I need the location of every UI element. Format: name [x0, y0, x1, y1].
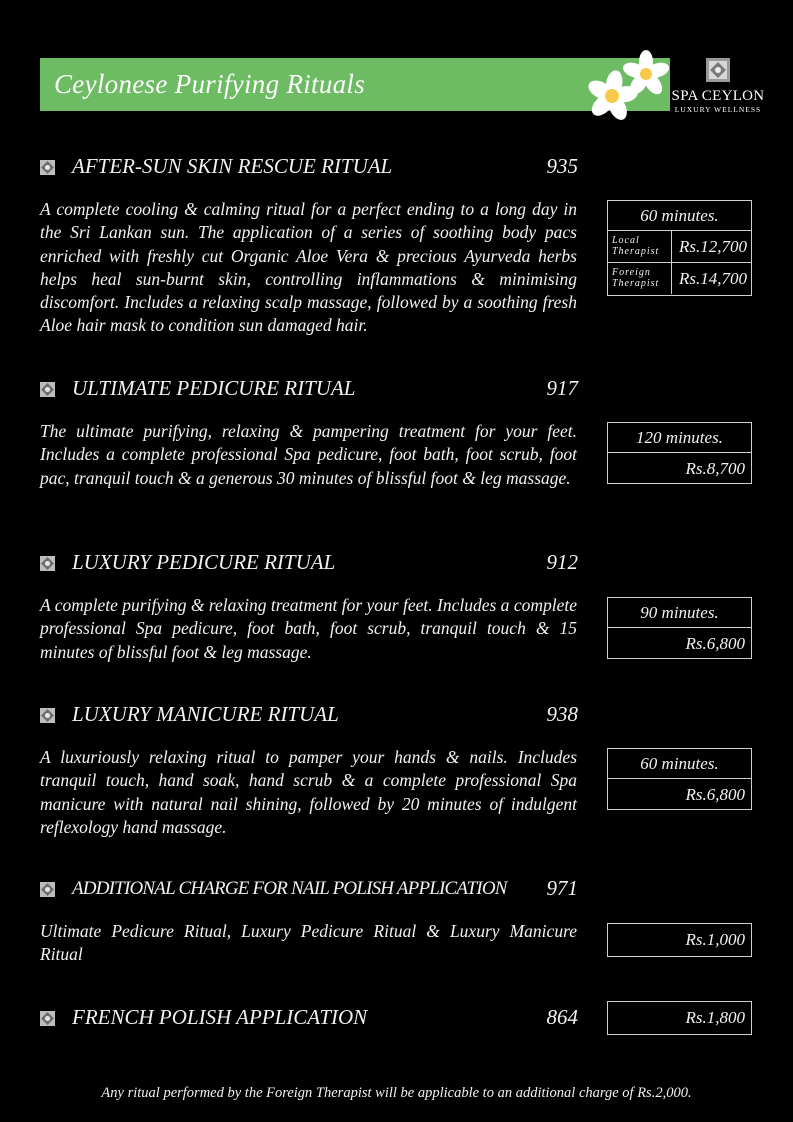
price-box: [607, 748, 752, 810]
spa-ceylon-logo-icon: [706, 58, 730, 82]
price-box: [607, 597, 752, 659]
price-box: [607, 923, 752, 957]
price-box: [607, 422, 752, 484]
ritual-code: 971: [546, 876, 578, 900]
price-amount: Rs.12,700: [679, 237, 747, 256]
ritual-code: 938: [546, 702, 578, 726]
ritual-title: AFTER-SUN SKIN RESCUE RITUAL: [72, 154, 393, 178]
price-row: [608, 453, 751, 484]
price-row: [608, 1002, 751, 1033]
page-title: Ceylonese Purifying Rituals: [54, 69, 366, 99]
ritual-heading: [40, 876, 578, 902]
price-row-foreign: [608, 263, 751, 294]
price-amount: Rs.1,000: [685, 930, 745, 949]
damask-square-icon: [40, 1011, 55, 1026]
ritual-code: 864: [546, 1005, 578, 1029]
price-row-local: [608, 231, 751, 263]
logo-name: SPA CEYLON: [671, 88, 765, 104]
price-row: [608, 924, 751, 955]
damask-square-icon: [40, 708, 55, 723]
frangipani-flower-icon: [584, 50, 680, 128]
ritual-code: 935: [546, 154, 578, 178]
spa-ceylon-logo: [670, 58, 766, 114]
price-label: Foreign Therapist: [608, 263, 672, 294]
ritual-heading: [40, 1005, 578, 1031]
ritual-heading: [40, 702, 578, 728]
price-row: [608, 628, 751, 659]
price-label: Local Therapist: [608, 231, 672, 262]
ritual-description: A luxuriously relaxing ritual to pamper your hands & nails. Includes tranquil touch, hand soak, hand scrub & a complete professional Spa manicure with natural nail shining, followed by 20 minutes of indulgent reflexology hand massage.: [40, 747, 577, 837]
ritual-title: ADDITIONAL CHARGE FOR NAIL POLISH APPLICATION: [72, 878, 507, 899]
ritual-title: ULTIMATE PEDICURE RITUAL: [72, 376, 356, 400]
duration: 90 minutes.: [608, 598, 751, 628]
price-amount: Rs.6,800: [685, 634, 745, 653]
ritual-code: 917: [546, 376, 578, 400]
ritual-description: The ultimate purifying, relaxing & pampering treatment for your feet. Includes a complete professional Spa pedicure, foot bath, foot scrub, foot pac, tranquil touch & a generous 30 minutes of blissful foot & leg massage.: [40, 421, 577, 488]
logo-tagline: LUXURY WELLNESS: [674, 105, 762, 114]
price-amount: Rs.8,700: [685, 459, 745, 478]
duration: 60 minutes.: [608, 201, 751, 231]
ritual-title: LUXURY MANICURE RITUAL: [72, 702, 339, 726]
ritual-title: FRENCH POLISH APPLICATION: [72, 1005, 368, 1029]
ritual-heading: [40, 376, 578, 402]
price-row: [608, 779, 751, 810]
damask-square-icon: [40, 556, 55, 571]
price-amount: Rs.6,800: [685, 785, 745, 804]
ritual-title: LUXURY PEDICURE RITUAL: [72, 550, 336, 574]
price-box: [607, 1001, 752, 1035]
ritual-description: A complete cooling & calming ritual for a perfect ending to a long day in the Sri Lankan sun. The application of a series of soothing body pacs enriched with freshly cut Organic Aloe Vera & precious Ayurveda herbs helps heal sun-burnt skin, controlling inflammations & minimising discomfort. Includes a relaxing scalp massage, followed by a soothing fresh Aloe hair mask to condition sun damaged hair.: [40, 199, 577, 336]
header-banner: [40, 58, 670, 111]
price-amount: Rs.1,800: [685, 1008, 745, 1027]
price-box: [607, 200, 752, 296]
duration: 60 minutes.: [608, 749, 751, 779]
footer-note: Any ritual performed by the Foreign Therapist will be applicable to an additional charge of Rs.2,000.: [101, 1085, 692, 1101]
ritual-description: Ultimate Pedicure Ritual, Luxury Pedicure Ritual & Luxury Manicure Ritual: [40, 921, 577, 965]
damask-square-icon: [40, 160, 55, 175]
duration: 120 minutes.: [608, 423, 751, 453]
price-amount: Rs.14,700: [679, 269, 747, 288]
ritual-heading: [40, 154, 578, 180]
ritual-code: 912: [546, 550, 578, 574]
ritual-description: A complete purifying & relaxing treatment for your feet. Includes a complete professional Spa pedicure, foot bath, foot scrub, tranquil touch & 15 minutes of blissful foot & leg massage.: [40, 595, 577, 662]
damask-square-icon: [40, 382, 55, 397]
damask-square-icon: [40, 882, 55, 897]
ritual-heading: [40, 550, 578, 576]
